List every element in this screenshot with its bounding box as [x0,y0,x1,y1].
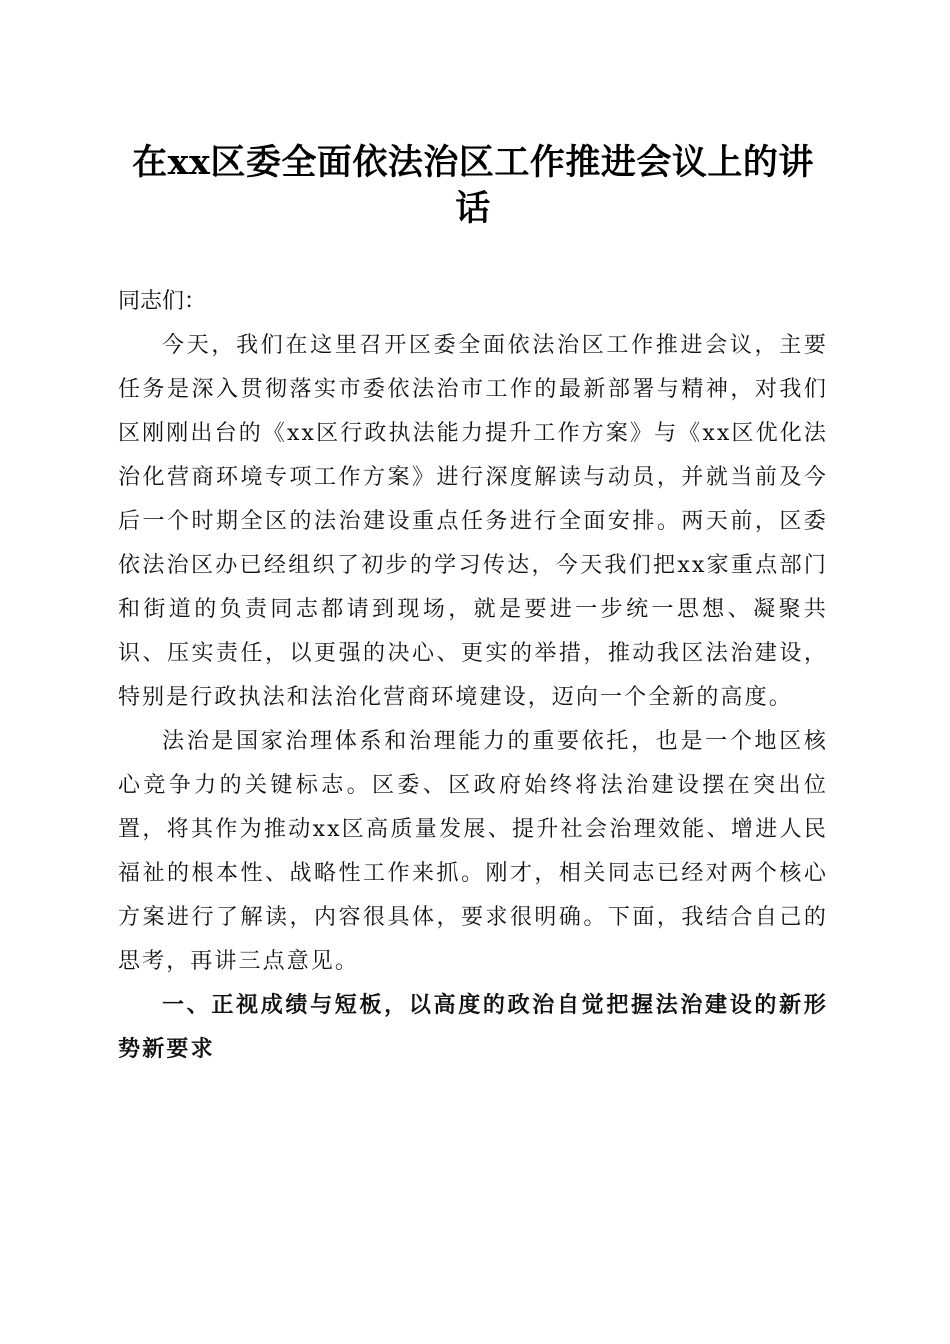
salutation: 同志们： [118,289,207,314]
document-title: 在xx区委全面依法治区工作推进会议上的讲话 [132,142,814,229]
body-paragraph-1: 今天，我们在这里召开区委全面依法治区工作推进会议，主要任务是深入贯彻落实市委依法治市工作的最新部署与精神，对我们区刚刚出台的《xx区行政执法能力提升工作方案》与《xx区优化法治化营商环境专项工作方案》进行深度解读与动员，并就当前及今后一个时期全区的法治建设重点任务进行全面安排。两天前，区委依法治区办已经组织了初步的学习传达，今天我们把xx家重点部门和街道的负责同志都请到现场，就是要进一步统一思想、凝聚共识、压实责任，以更强的决心、更实的举措，推动我区法治建设，特别是行政执法和法治化营商环境建设，迈向一个全新的高度。 [118,333,828,710]
section-heading-1: 一、正视成绩与短板，以高度的政治自觉把握法治建设的新形势新要求 [118,993,828,1062]
body-paragraph-2: 法治是国家治理体系和治理能力的重要依托，也是一个地区核心竞争力的关键标志。区委、区政府始终将法治建设摆在突出位置，将其作为推动xx区高质量发展、提升社会治理效能、增进人民福祉的根本性、战略性工作来抓。刚才，相关同志已经对两个核心方案进行了解读，内容很具体，要求很明确。下面，我结合自己的思考，再讲三点意见。 [118,729,828,974]
